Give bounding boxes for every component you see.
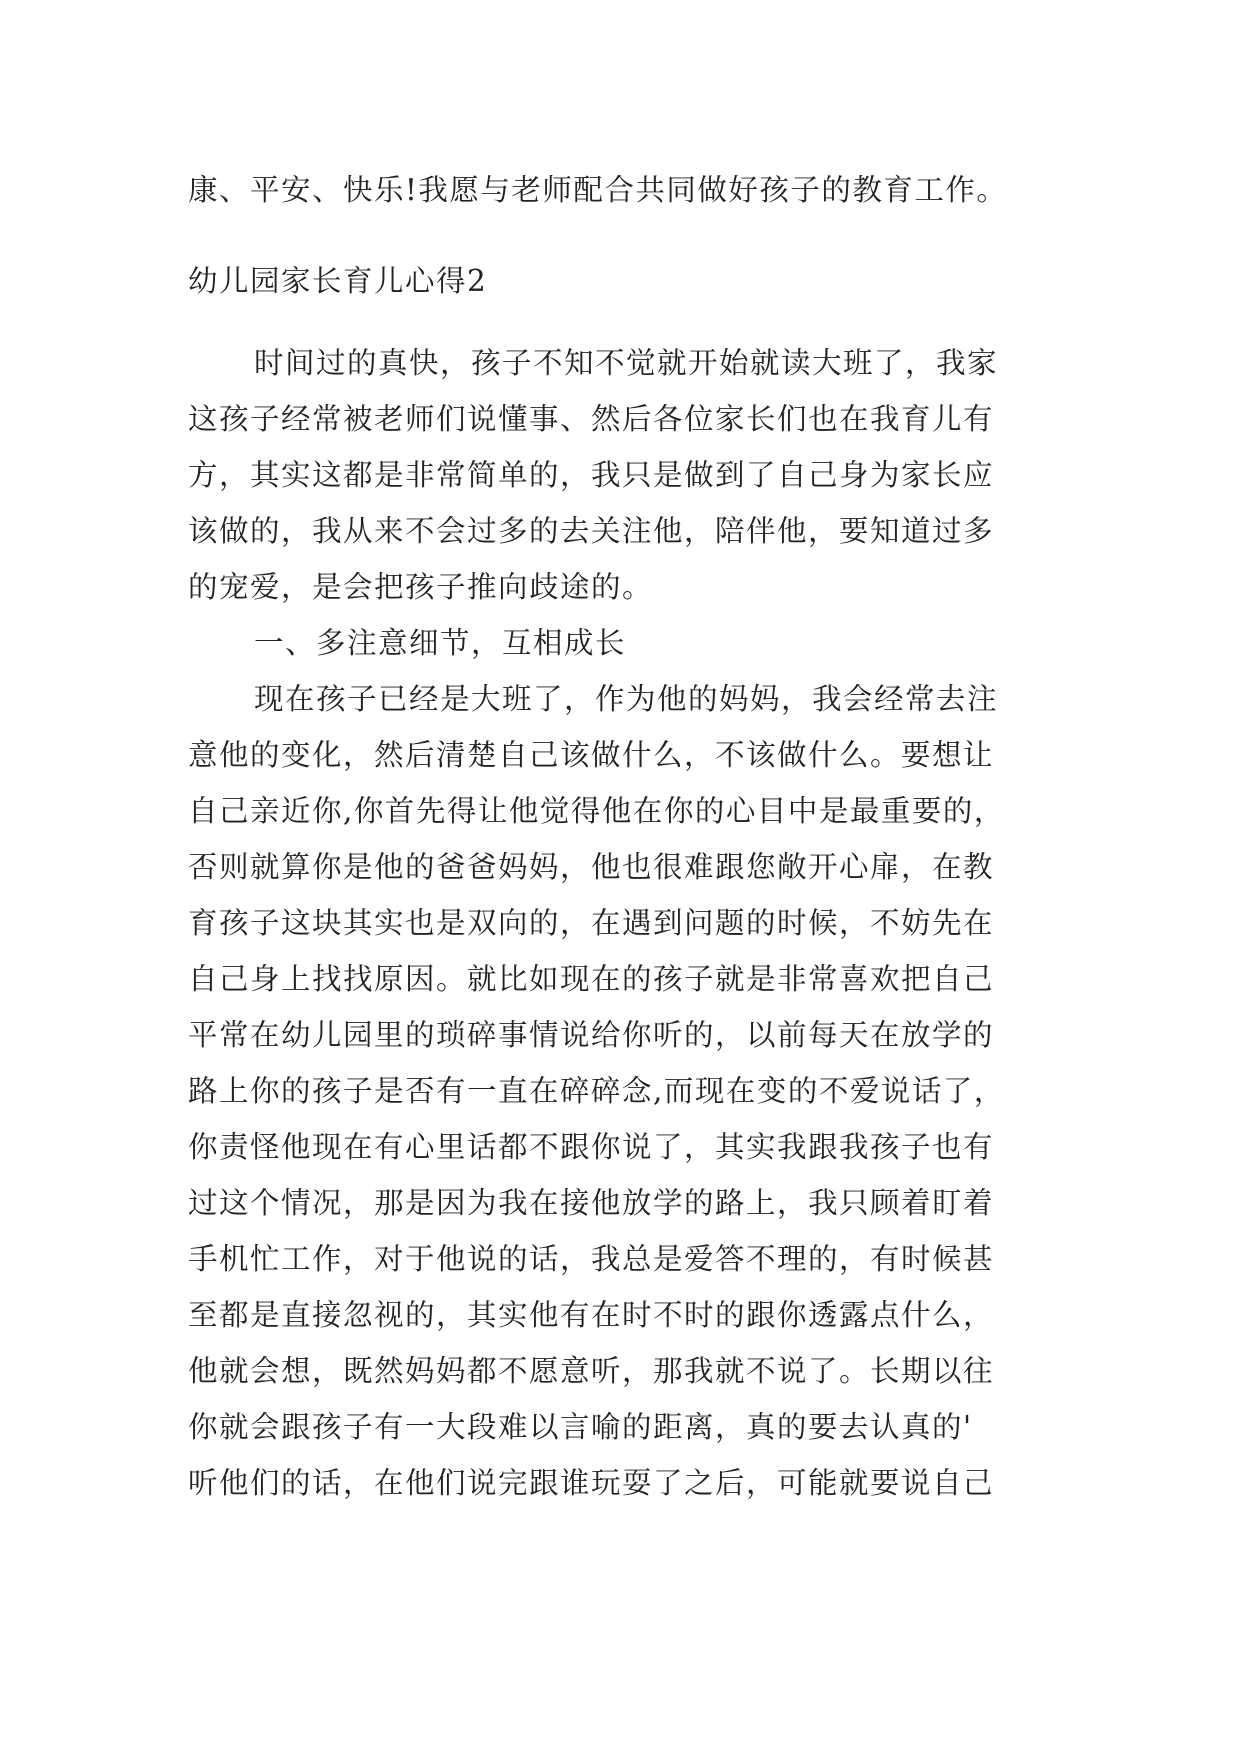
section-title: 幼儿园家长育儿心得2 — [188, 264, 488, 298]
text-line: 自己身上找找原因。就比如现在的孩子就是非常喜欢把自己 — [188, 962, 995, 996]
text-line: 平常在幼儿园里的琐碎事情说给你听的，以前每天在放学的 — [188, 1018, 995, 1052]
text-line: 方，其实这都是非常简单的，我只是做到了自己身为家长应 — [188, 458, 995, 492]
section-heading — [188, 253, 1068, 309]
text-line: 该做的，我从来不会过多的去关注他，陪伴他，要知道过多 — [188, 514, 995, 548]
text-line: 你责怪他现在有心里话都不跟你说了，其实我跟我孩子也有 — [188, 1130, 995, 1164]
subheading-line: 一、多注意细节，互相成长 — [254, 626, 627, 660]
text-line: 听他们的话，在他们说完跟谁玩耍了之后，可能就要说自己 — [188, 1466, 995, 1500]
text-line: 至都是直接忽视的，其实他有在时不时的跟你透露点什么， — [188, 1298, 995, 1332]
text-line: 时间过的真快，孩子不知不觉就开始就读大班了，我家 — [254, 346, 999, 380]
essay-body — [188, 335, 1068, 1511]
text-line: 你就会跟孩子有一大段难以言喻的距离，真的要去认真的' — [188, 1410, 973, 1444]
continuation-line: 康、平安、快乐!我愿与老师配合共同做好孩子的教育工作。 — [188, 173, 1008, 207]
text-line: 育孩子这块其实也是双向的，在遇到问题的时候，不妨先在 — [188, 906, 995, 940]
continuation-paragraph — [188, 162, 1068, 218]
text-line: 现在孩子已经是大班了，作为他的妈妈，我会经常去注 — [254, 682, 999, 716]
text-line: 路上你的孩子是否有一直在碎碎念,而现在变的不爱说话了， — [188, 1074, 1005, 1108]
text-line: 否则就算你是他的爸爸妈妈，他也很难跟您敞开心扉，在教 — [188, 850, 995, 884]
text-line: 过这个情况，那是因为我在接他放学的路上，我只顾着盯着 — [188, 1186, 995, 1220]
text-line: 意他的变化，然后清楚自己该做什么，不该做什么。要想让 — [188, 738, 995, 772]
text-line: 的宠爱，是会把孩子推向歧途的。 — [188, 570, 654, 604]
text-line: 他就会想，既然妈妈都不愿意听，那我就不说了。长期以往 — [188, 1354, 995, 1388]
text-line: 手机忙工作，对于他说的话，我总是爱答不理的，有时候甚 — [188, 1242, 995, 1276]
text-line: 自己亲近你,你首先得让他觉得他在你的心目中是最重要的， — [188, 794, 1005, 828]
text-line: 这孩子经常被老师们说懂事、然后各位家长们也在我育儿有 — [188, 402, 995, 436]
